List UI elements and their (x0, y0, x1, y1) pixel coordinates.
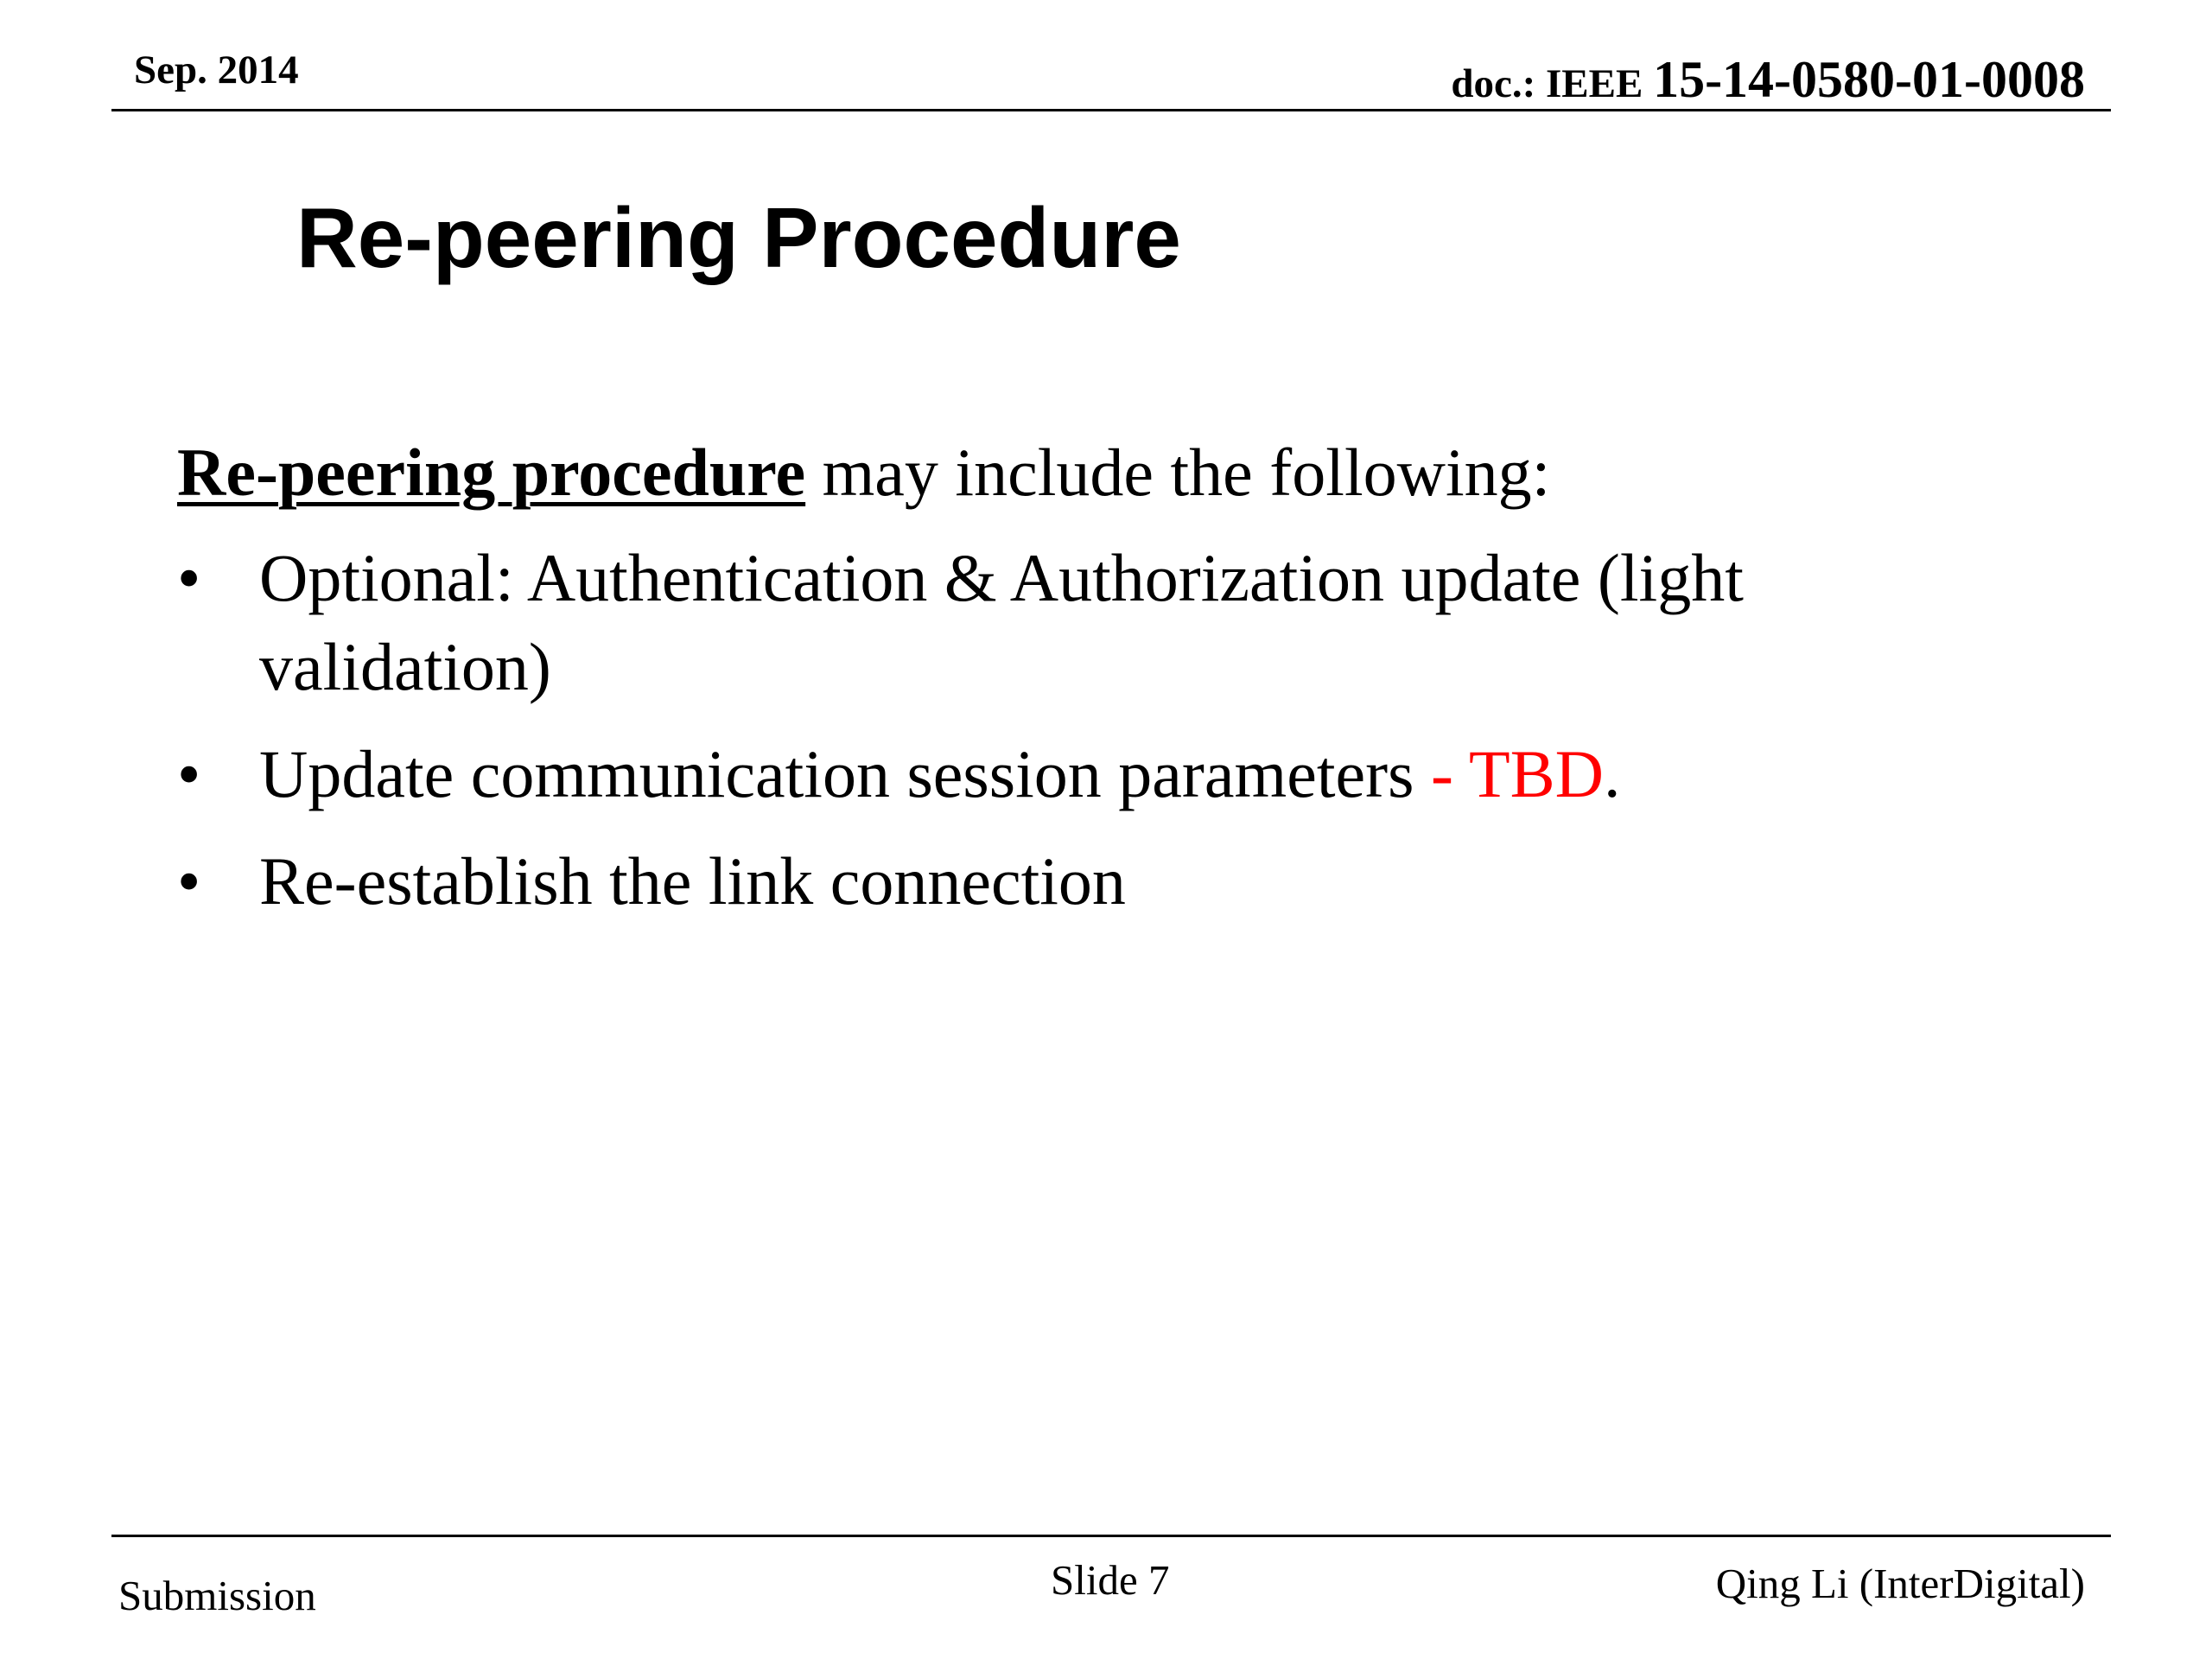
slide-title: Re-peering Procedure (296, 190, 1181, 285)
bullet-icon: • (177, 843, 201, 918)
header-divider (111, 109, 2111, 111)
header-doc-id (1451, 51, 2085, 108)
bullet-item-update-session (177, 729, 1992, 818)
bullet-text: Optional: Authentication & Authorization update (light validation) (259, 540, 1744, 704)
bullet-icon: • (177, 540, 201, 615)
bullet-text: Re-establish the link connection (259, 843, 1126, 918)
footer-submission: Submission (118, 1572, 316, 1619)
bullet-item-auth-update (177, 533, 1992, 711)
bullet-tail: . (1604, 736, 1621, 811)
footer-author: Qing Li (InterDigital) (1715, 1560, 2085, 1607)
intro-line (177, 428, 1992, 517)
tbd-marker: - TBD (1430, 736, 1605, 811)
bullet-icon: • (177, 736, 201, 811)
header-doc-prefix: doc.: IEEE (1451, 61, 1654, 106)
header-doc-number: 15-14-0580-01-0008 (1653, 51, 2085, 108)
bullet-item-reestablish-link (177, 836, 1992, 925)
slide-body (177, 428, 1992, 944)
intro-lead: Re-peering procedure (177, 435, 806, 510)
intro-rest: may include the following: (805, 435, 1551, 510)
footer-divider (111, 1535, 2111, 1537)
bullet-list (177, 533, 1992, 925)
header-date: Sep. 2014 (134, 48, 299, 92)
bullet-text: Update communication session parameters (259, 736, 1431, 811)
footer-slide-number: Slide 7 (1051, 1556, 1170, 1604)
